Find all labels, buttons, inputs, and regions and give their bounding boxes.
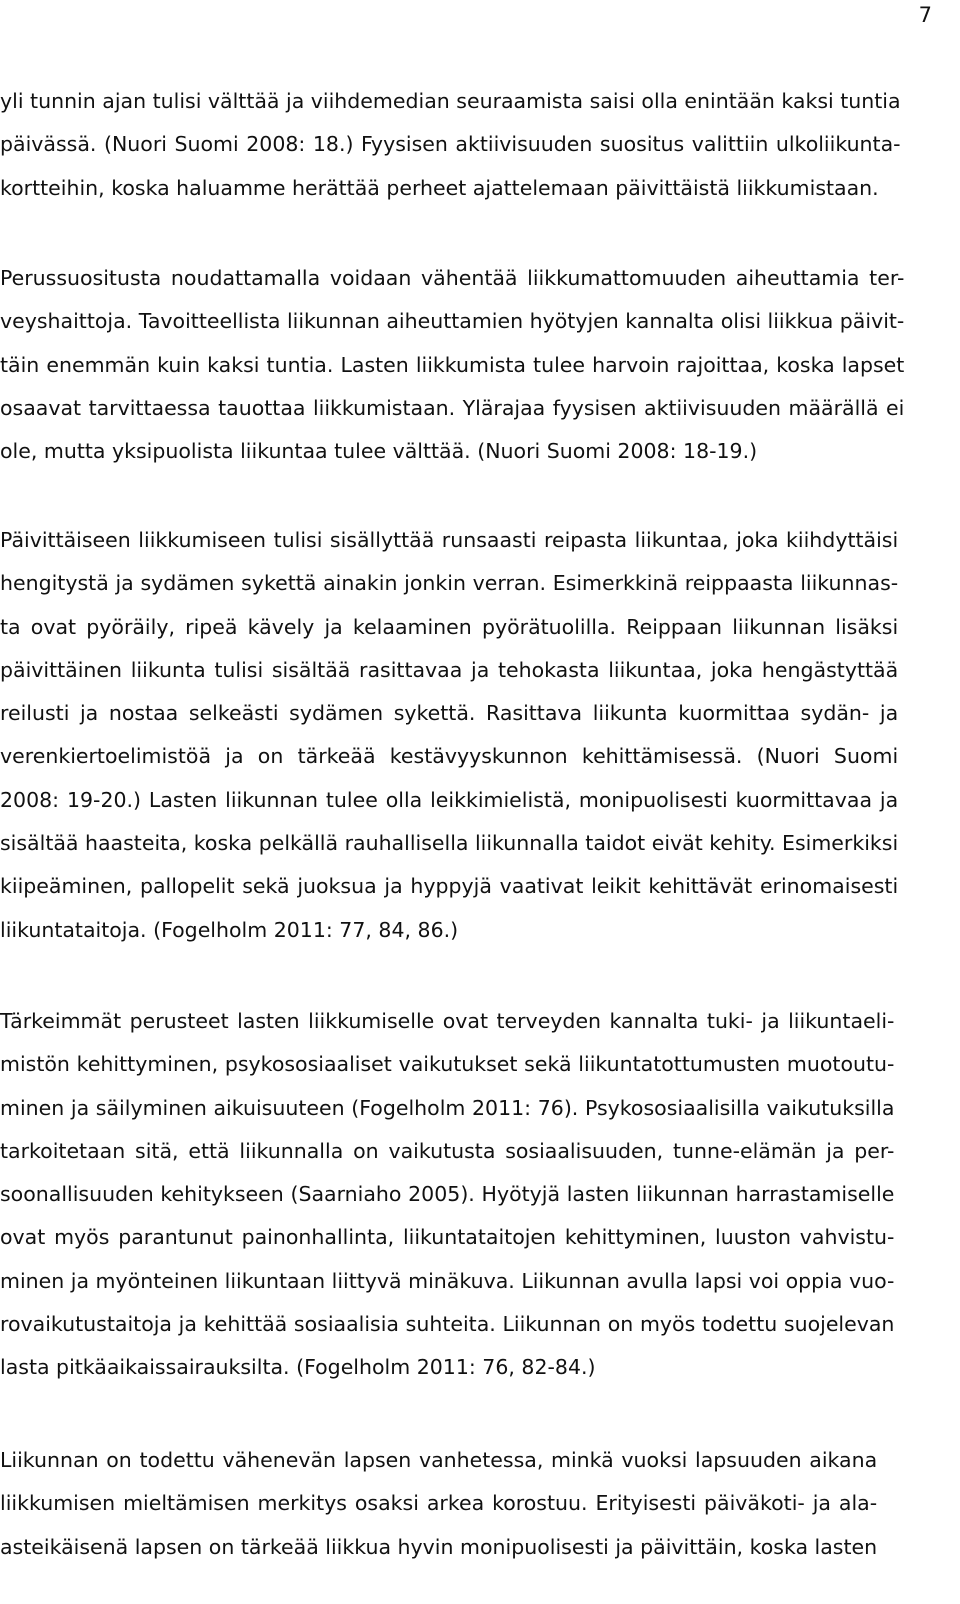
text-line: 2008: 19-20.) Lasten liikunnan tulee olla leikkimielistä, monipuolisesti kuormittavaa ja — [0, 787, 899, 812]
text-line: Päivittäiseen liikkumiseen tulisi sisällyttää runsaasti reipasta liikuntaa, joka kiihdyttäisi — [0, 528, 899, 552]
text-line: minen ja säilyminen aikuisuuteen (Fogelholm 2011: 76). Psykososiaalisilla vaikutuksilla — [0, 1095, 895, 1120]
text-line: hengitystä ja sydämen sykettä ainakin jonkin verran. Esimerkkinä reippaasta liikunnas- — [0, 571, 899, 596]
text-line: tarkoitetaan sitä, että liikunnalla on vaikutusta sosiaalisuuden, tunne-elämän ja per- — [0, 1138, 895, 1163]
paragraph — [0, 1000, 894, 1390]
text-line: reilusti ja nostaa selkeästi sydämen sykettä. Rasittava liikunta kuormittaa sydän- ja — [0, 701, 899, 726]
text-line: Tärkeimmät perusteet lasten liikkumiselle ovat terveyden kannalta tuki- ja liikuntaeli- — [0, 1009, 895, 1033]
text-line: veyshaittoja. Tavoitteellista liikunnan aiheuttamien hyötyjen kannalta olisi liikkua päivit- — [0, 309, 905, 334]
text-line: täin enemmän kuin kaksi tuntia. Lasten liikkumista tulee harvoin rajoittaa, koska lapset — [0, 352, 905, 377]
paragraph — [0, 1439, 877, 1569]
text-line: sisältää haasteita, koska pelkällä rauhallisella liikunnalla taidot eivät kehity. Esimerkiksi — [0, 831, 899, 856]
text-line: soonallisuuden kehitykseen (Saarniaho 2005). Hyötyjä lasten liikunnan harrastamiselle — [0, 1182, 895, 1207]
text-line: päivittäinen liikunta tulisi sisältää rasittavaa ja tehokasta liikuntaa, joka hengästyttää — [0, 657, 899, 682]
text-line: ole, mutta yksipuolista liikuntaa tulee välttää. (Nuori Suomi 2008: 18-19.) — [0, 439, 758, 464]
paragraph — [0, 80, 901, 210]
text-line: liikkumisen mieltämisen merkitys osaksi arkea korostuu. Erityisesti päiväkoti- ja ala- — [0, 1491, 878, 1516]
text-line: päivässä. (Nuori Suomi 2008: 18.) Fyysisen aktiivisuuden suositus valittiin ulkoliikunta- — [0, 132, 901, 157]
text-line: ovat myös parantunut painonhallinta, liikuntataitojen kehittyminen, luuston vahvistu- — [0, 1225, 895, 1250]
text-line: lasta pitkäaikaissairauksilta. (Fogelholm 2011: 76, 82-84.) — [0, 1355, 596, 1380]
text-line: Liikunnan on todettu vähenevän lapsen vanhetessa, minkä vuoksi lapsuuden aikana — [0, 1448, 878, 1472]
page-number: 7 — [918, 3, 932, 27]
text-line: asteikäisenä lapsen on tärkeää liikkua hyvin monipuolisesti ja päivittäin, koska lasten — [0, 1534, 878, 1559]
text-line: minen ja myönteinen liikuntaan liittyvä minäkuva. Liikunnan avulla lapsi voi oppia vuo- — [0, 1268, 895, 1293]
text-line: kiipeäminen, pallopelit sekä juoksua ja hyppyjä vaativat leikit kehittävät erinomaisesti — [0, 874, 899, 899]
text-line: rovaikutustaitoja ja kehittää sosiaalisia suhteita. Liikunnan on myös todettu suojelevan — [0, 1312, 895, 1337]
text-line: osaavat tarvittaessa tauottaa liikkumistaan. Ylärajaa fyysisen aktiivisuuden määrällä ei — [0, 395, 905, 420]
text-line: liikuntataitoja. (Fogelholm 2011: 77, 84, 86.) — [0, 917, 459, 942]
text-line: Perussuositusta noudattamalla voidaan vähentää liikkumattomuuden aiheuttamia ter- — [0, 266, 905, 290]
text-line: verenkiertoelimistöä ja on tärkeää kestävyyskunnon kehittämisessä. (Nuori Suomi — [0, 744, 899, 769]
text-line: ta ovat pyöräily, ripeä kävely ja kelaaminen pyörätuolilla. Reippaan liikunnan lisäksi — [0, 614, 899, 639]
text-line: kortteihin, koska haluamme herättää perheet ajattelemaan päivittäistä liikkumistaan. — [0, 175, 879, 200]
paragraph — [0, 519, 898, 952]
paragraph — [0, 257, 904, 473]
text-line: mistön kehittyminen, psykososiaaliset vaikutukset sekä liikuntatottumusten muotoutu- — [0, 1052, 895, 1077]
text-line: yli tunnin ajan tulisi välttää ja viihdemedian seuraamista saisi olla enintään kaksi tuntia — [0, 89, 901, 113]
